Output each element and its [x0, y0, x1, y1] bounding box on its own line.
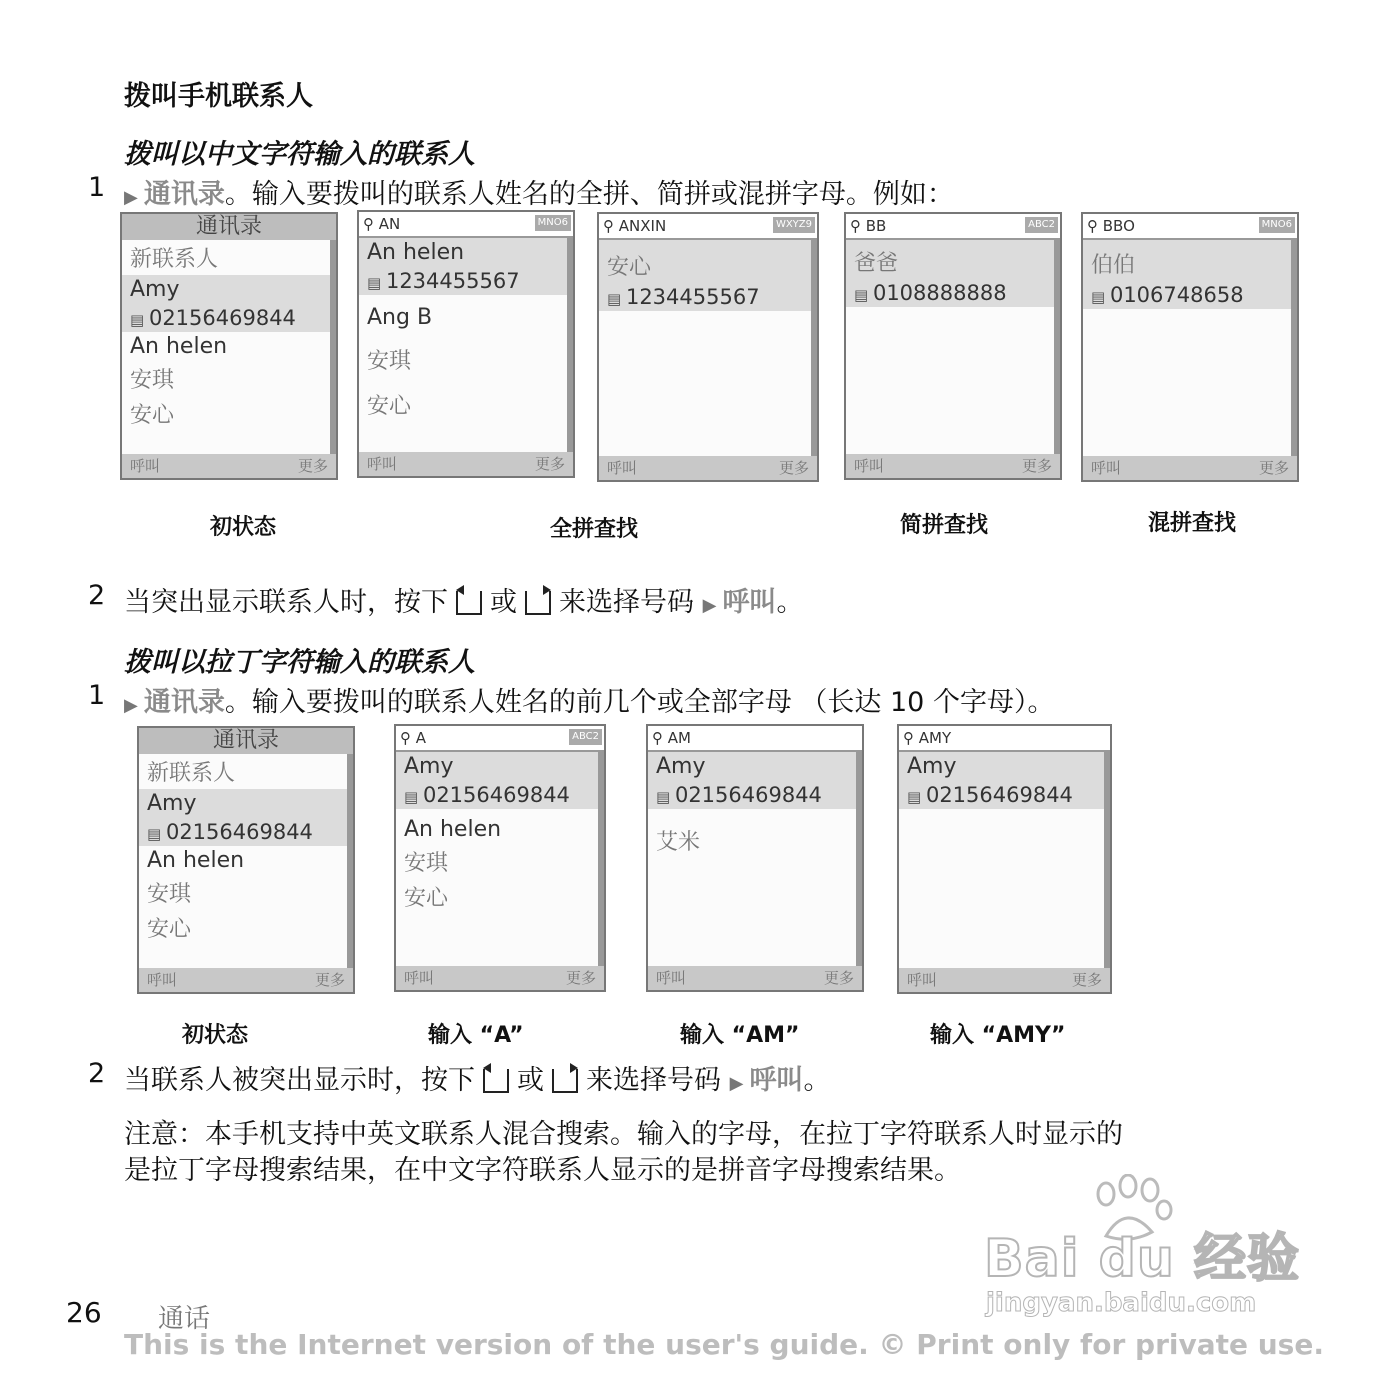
more-softkey[interactable]: 更多: [314, 971, 345, 989]
search-query: AM: [667, 729, 691, 747]
screen-initial-latin: [137, 726, 355, 994]
step-number: 1: [88, 680, 106, 711]
arrow-icon: ▶: [124, 187, 138, 208]
more-softkey[interactable]: 更多: [565, 969, 596, 987]
caption: 混拼查找: [1148, 511, 1237, 536]
list-item[interactable]: ▤ 0108888888: [846, 279, 1060, 307]
note-line: 注意：本手机支持中英文联系人混合搜索。输入的字母，在拉丁字符联系人时显示的: [124, 1119, 1123, 1150]
step-number: 1: [88, 172, 106, 203]
screen-title: 通讯录: [122, 214, 336, 240]
search-bar[interactable]: ⚲ AM: [648, 726, 862, 752]
section2-step2: [124, 1058, 830, 1097]
softkey-bar: [359, 452, 573, 476]
scrollbar[interactable]: [1291, 240, 1297, 456]
note-line: 是拉丁字母搜索结果，在中文字符联系人显示的是拼音字母搜索结果。: [124, 1155, 961, 1186]
list-item[interactable]: 新联系人: [130, 247, 219, 272]
step-text: 来选择号码: [586, 1065, 721, 1096]
disclaimer: This is the Internet version of the user's guide. © Print only for private use.: [124, 1328, 1324, 1361]
page-heading: 拨叫手机联系人: [124, 81, 313, 112]
step-text: 。输入要拨叫的联系人姓名的前几个或全部字母 （长达 10 个字母）。: [224, 687, 1055, 718]
step-text: 来选择号码: [559, 587, 694, 618]
more-softkey[interactable]: 更多: [1258, 459, 1289, 477]
list-item[interactable]: ▤ 02156469844: [139, 818, 353, 846]
list-item[interactable]: 安心: [404, 886, 449, 911]
call-link[interactable]: 呼叫: [749, 1065, 804, 1096]
section1-title: 拨叫以中文字符输入的联系人: [124, 139, 475, 170]
scrollbar[interactable]: [856, 752, 862, 966]
step-text: 。输入要拨叫的联系人姓名的全拼、简拼或混拼字母。例如：: [224, 179, 954, 210]
caption: 输入 “A”: [428, 1023, 524, 1048]
list-item[interactable]: 安心: [147, 917, 192, 942]
search-bar[interactable]: ⚲ BB ABC2: [846, 214, 1060, 240]
caption: 输入 “AM”: [680, 1023, 800, 1048]
screen-search-amy: [897, 724, 1112, 994]
list-item[interactable]: 安琪: [147, 882, 192, 907]
step-number: 2: [88, 1058, 106, 1089]
list-item[interactable]: Amy: [656, 754, 706, 779]
scrollbar[interactable]: [1054, 240, 1060, 454]
step-number: 2: [88, 580, 106, 611]
caption: 初状态: [210, 515, 277, 540]
scrollbar[interactable]: [811, 240, 817, 456]
caption: 初状态: [182, 1023, 249, 1048]
softkey-bar: [1083, 456, 1297, 480]
left-softkey-icon: [483, 1069, 509, 1093]
list-item[interactable]: 安心: [367, 394, 412, 419]
list-item[interactable]: 爸爸: [854, 251, 899, 276]
call-softkey[interactable]: 呼叫: [607, 459, 638, 477]
list-item[interactable]: ▤ 1234455567: [599, 283, 817, 311]
section2-step1: [124, 680, 1054, 719]
contacts-link[interactable]: 通讯录: [143, 687, 225, 718]
section1-step2: [124, 580, 803, 619]
arrow-icon: ▶: [124, 695, 138, 716]
list-item[interactable]: Amy: [907, 754, 957, 779]
arrow-icon: ▶: [729, 1073, 744, 1094]
search-bar[interactable]: ⚲ AMY: [899, 726, 1110, 752]
softkey-bar: [899, 968, 1110, 992]
search-query: BBO: [1102, 217, 1135, 235]
call-link[interactable]: 呼叫: [722, 587, 777, 618]
list-item[interactable]: Ang B: [367, 305, 433, 330]
search-bar[interactable]: ⚲ BBO MNO6: [1083, 214, 1297, 240]
softkey-bar: [599, 456, 817, 480]
caption: 全拼查找: [550, 517, 639, 542]
screen-search-a: [394, 724, 606, 992]
scrollbar[interactable]: [567, 238, 573, 452]
list-item[interactable]: Amy: [130, 277, 180, 302]
scrollbar[interactable]: [1104, 752, 1110, 968]
search-query: ANXIN: [618, 217, 667, 235]
list-item[interactable]: 安心: [607, 255, 652, 280]
softkey-bar: [139, 968, 353, 992]
right-softkey-icon: [525, 591, 551, 615]
list-item[interactable]: Amy: [147, 791, 197, 816]
list-item[interactable]: 新联系人: [147, 761, 236, 786]
call-softkey[interactable]: 呼叫: [130, 457, 161, 475]
list-item[interactable]: 安琪: [404, 851, 449, 876]
call-softkey[interactable]: 呼叫: [656, 969, 687, 987]
list-item[interactable]: ▤ 02156469844: [648, 781, 862, 809]
more-softkey[interactable]: 更多: [823, 969, 854, 987]
screen-search-am: [646, 724, 864, 992]
section1-step1: [124, 172, 954, 211]
contacts-link[interactable]: 通讯录: [143, 179, 225, 210]
input-mode-badge: MNO6: [1259, 217, 1295, 233]
call-softkey[interactable]: 呼叫: [1091, 459, 1122, 477]
more-softkey[interactable]: 更多: [778, 459, 809, 477]
call-softkey[interactable]: 呼叫: [147, 971, 178, 989]
call-softkey[interactable]: 呼叫: [404, 969, 435, 987]
search-bar[interactable]: ⚲ A ABC2: [396, 726, 604, 752]
softkey-bar: [396, 966, 604, 990]
list-item[interactable]: 伯伯: [1091, 253, 1136, 278]
screen-search-bbo: [1081, 212, 1299, 482]
scrollbar[interactable]: [347, 754, 353, 968]
more-softkey[interactable]: 更多: [1071, 971, 1102, 989]
step-text: 当突出显示联系人时，按下: [124, 587, 448, 618]
caption: 输入 “AMY”: [930, 1023, 1066, 1048]
page-number: 26: [66, 1296, 102, 1329]
left-softkey-icon: [456, 591, 482, 615]
call-softkey[interactable]: 呼叫: [367, 455, 398, 473]
softkey-bar: [122, 454, 336, 478]
search-bar[interactable]: ⚲ AN MNO6: [359, 212, 573, 238]
search-query: AN: [378, 215, 401, 233]
softkey-bar: [846, 454, 1060, 478]
more-softkey[interactable]: 更多: [534, 455, 565, 473]
watermark-url: jingyan.baidu.com: [986, 1288, 1257, 1318]
section-name: 通话: [158, 1304, 211, 1334]
search-query: AMY: [918, 729, 952, 747]
baidu-logo: Bai du 经验: [984, 1229, 1300, 1289]
screen-search-bb: [844, 212, 1062, 480]
list-item[interactable]: 安琪: [130, 368, 175, 393]
arrow-icon: ▶: [702, 595, 717, 616]
list-item[interactable]: An helen: [404, 817, 502, 842]
step-text: 。: [803, 1065, 831, 1096]
scrollbar[interactable]: [330, 240, 336, 454]
step-text: 。: [776, 587, 804, 618]
more-softkey[interactable]: 更多: [297, 457, 328, 475]
list-item[interactable]: ▤ 1234455567: [359, 267, 573, 295]
list-item[interactable]: An helen: [367, 240, 465, 265]
screen-title: 通讯录: [139, 728, 353, 754]
list-item[interactable]: An helen: [147, 848, 245, 873]
list-item[interactable]: ▤ 0106748658: [1083, 281, 1297, 309]
input-mode-badge: ABC2: [569, 729, 602, 745]
step-text: 或: [490, 587, 517, 618]
screen-initial: [120, 212, 338, 480]
call-softkey[interactable]: 呼叫: [907, 971, 938, 989]
right-softkey-icon: [552, 1069, 578, 1093]
list-item[interactable]: ▤ 02156469844: [122, 304, 336, 332]
caption: 简拼查找: [900, 513, 989, 538]
search-query: A: [415, 729, 427, 747]
input-mode-badge: ABC2: [1025, 217, 1058, 233]
call-softkey[interactable]: 呼叫: [854, 457, 885, 475]
screen-search-anxin: [597, 212, 819, 482]
list-item[interactable]: An helen: [130, 334, 228, 359]
list-item[interactable]: 安琪: [367, 349, 412, 374]
list-item[interactable]: 安心: [130, 403, 175, 428]
step-text: 当联系人被突出显示时，按下: [124, 1065, 475, 1096]
input-mode-badge: WXYZ9: [773, 217, 815, 233]
softkey-bar: [648, 966, 862, 990]
search-query: BB: [865, 217, 887, 235]
input-mode-badge: MNO6: [535, 215, 571, 231]
screen-search-an: [357, 210, 575, 478]
scrollbar[interactable]: [598, 752, 604, 966]
list-item[interactable]: 艾米: [656, 830, 701, 855]
list-item[interactable]: ▤ 02156469844: [396, 781, 604, 809]
list-item[interactable]: Amy: [404, 754, 454, 779]
section2-title: 拨叫以拉丁字符输入的联系人: [124, 647, 475, 678]
list-item[interactable]: ▤ 02156469844: [899, 781, 1110, 809]
more-softkey[interactable]: 更多: [1021, 457, 1052, 475]
step-text: 或: [517, 1065, 544, 1096]
search-bar[interactable]: ⚲ ANXIN WXYZ9: [599, 214, 817, 240]
